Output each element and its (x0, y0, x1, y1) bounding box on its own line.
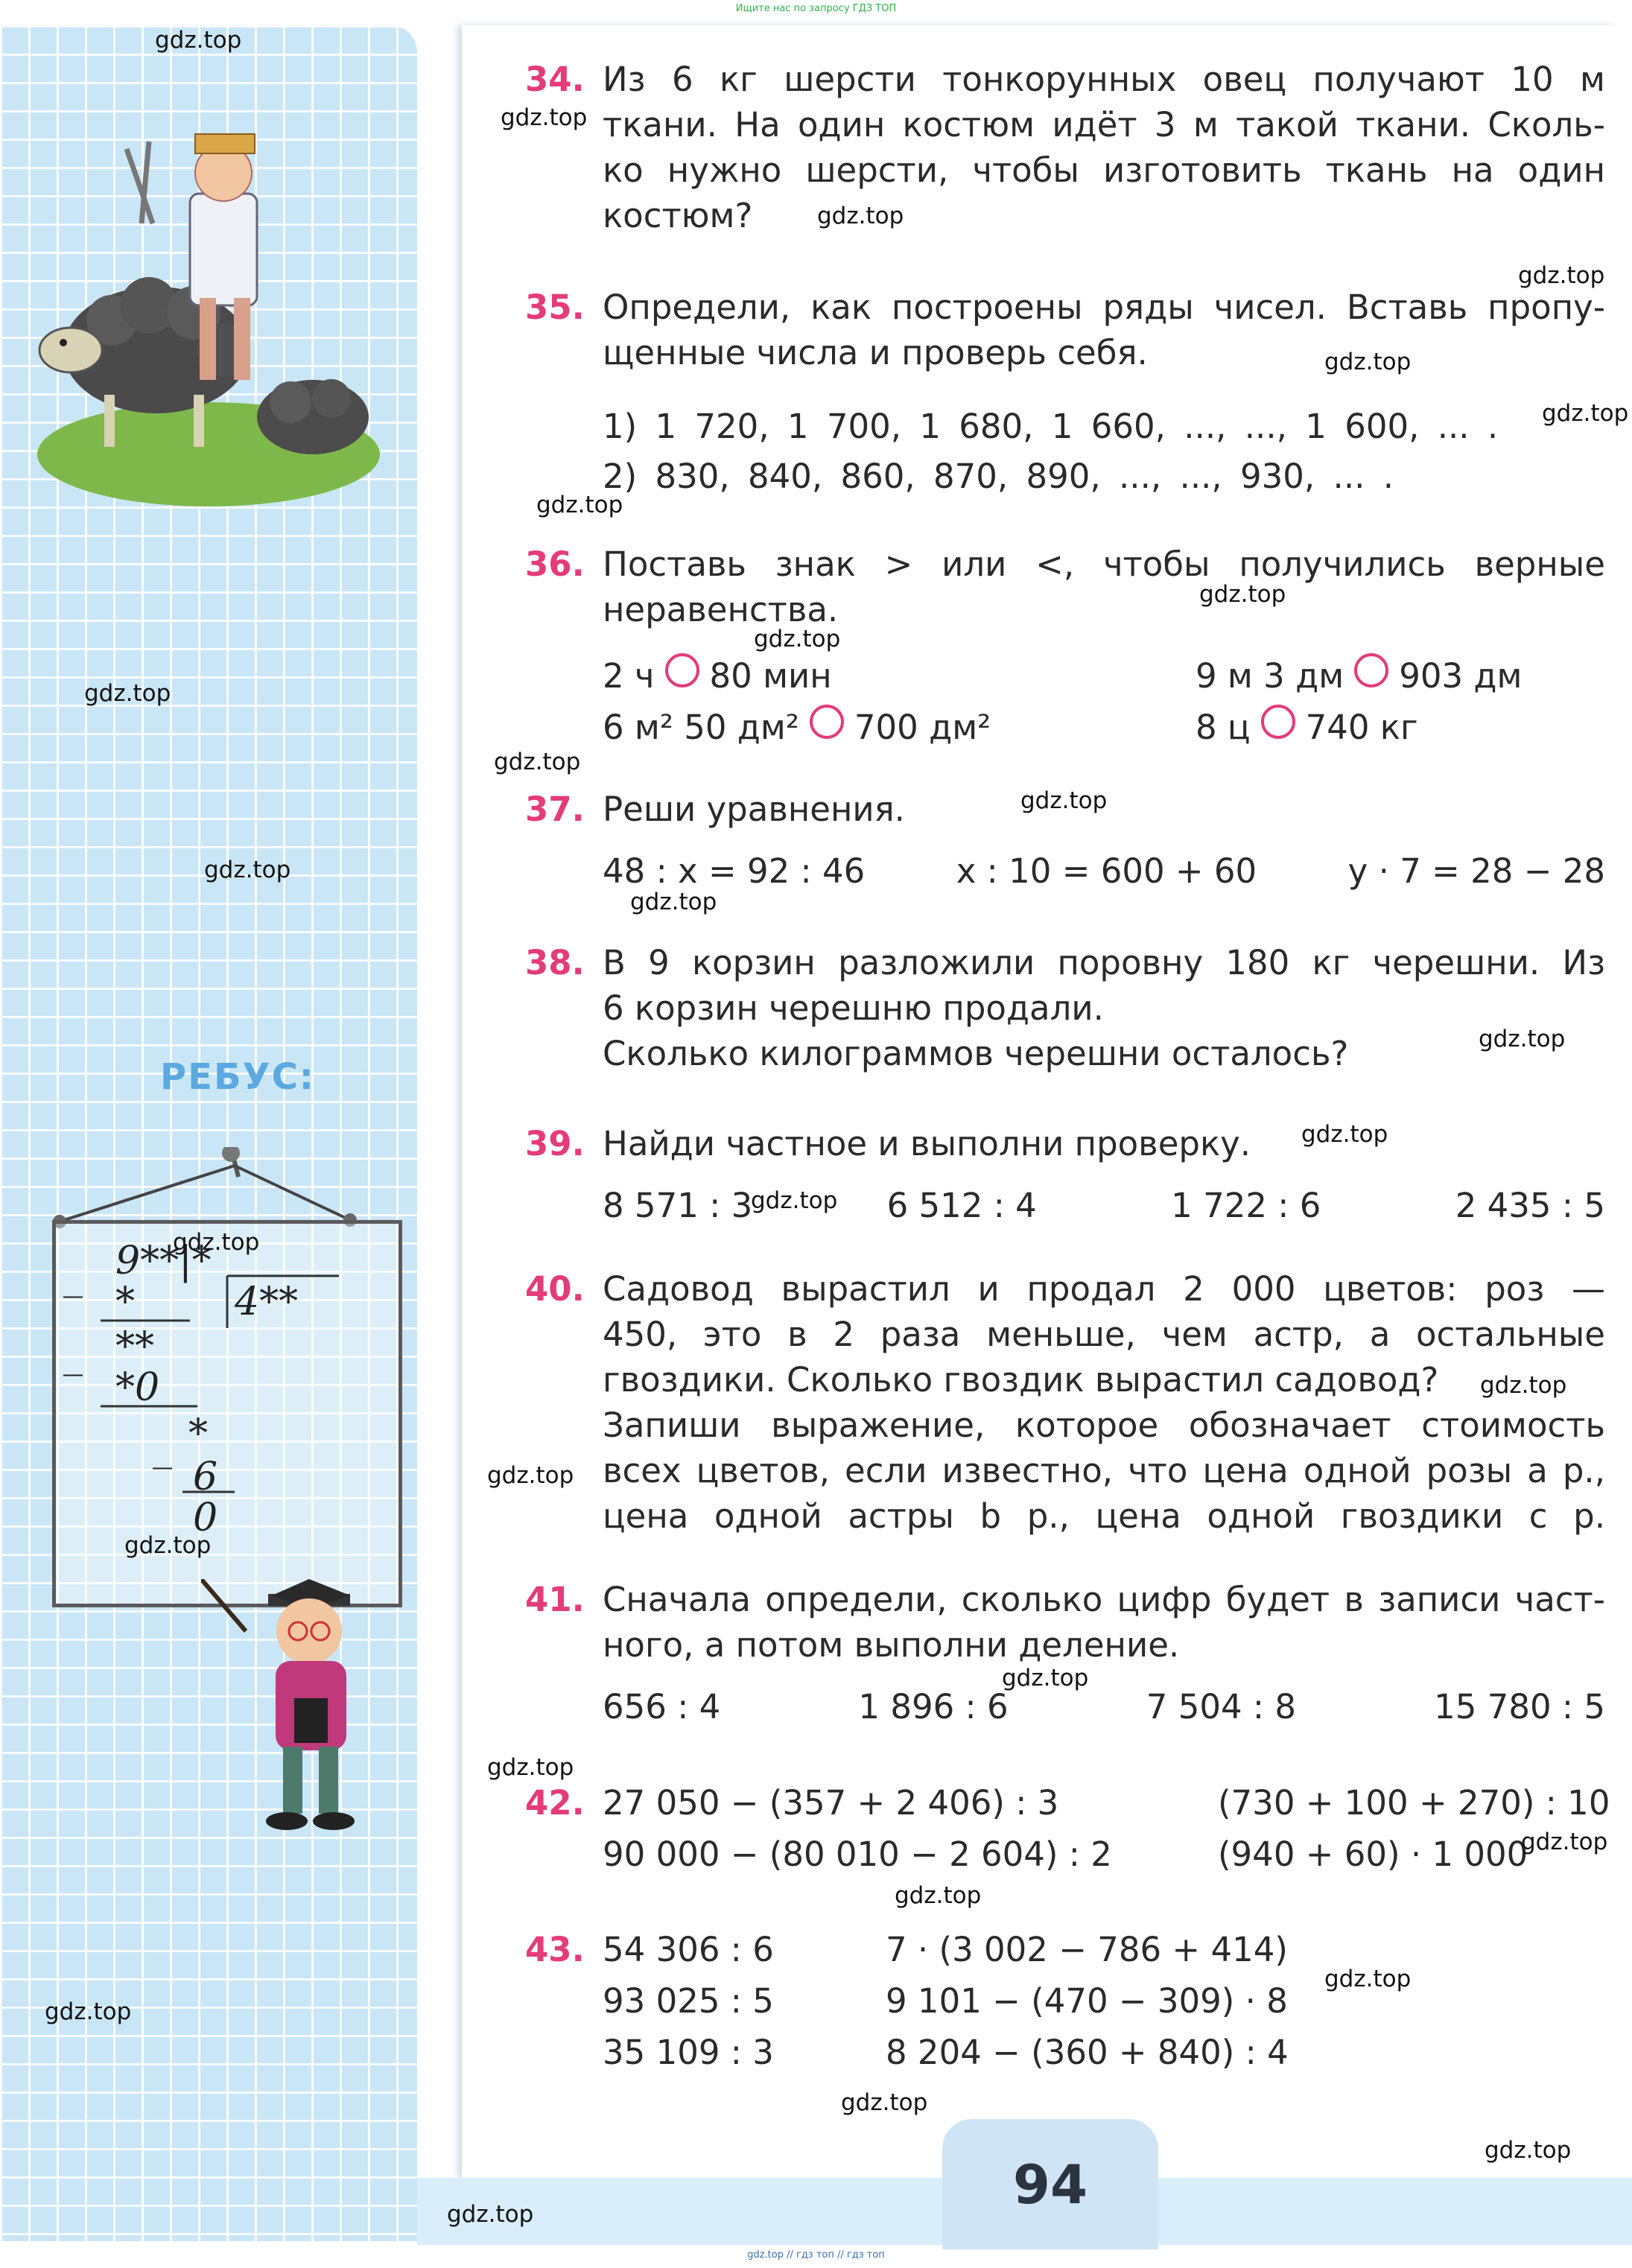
watermark: gdz.top (1542, 400, 1629, 427)
exercise-number: 38. (525, 943, 585, 982)
professor-illustration (201, 1579, 410, 1847)
expression: (730 + 100 + 270) : 10 (1218, 1783, 1610, 1823)
text-line: В 9 корзин разложили поровну 180 кг черешни. Из (603, 943, 1605, 982)
rebus-minus-2: _ (63, 1332, 83, 1376)
exercise-number: 39. (525, 1124, 585, 1163)
sign-slot[interactable] (1261, 705, 1295, 739)
text-line: Запиши выражение, которое обозначает стоимость (603, 1405, 1605, 1445)
text-line: ного, а потом выполни деление. (603, 1625, 1180, 1665)
exercise-number: 43. (525, 1930, 585, 1969)
exercise-number: 36. (525, 544, 585, 584)
rebus-dividend: 9**|* (115, 1239, 212, 1283)
expression: 27 050 − (357 + 2 406) : 3 (603, 1783, 1059, 1823)
text-line: цена одной астры b р., цена одной гвоздики c р. (603, 1496, 1605, 1536)
watermark: gdz.top (895, 1882, 982, 1909)
watermark: gdz.top (84, 680, 171, 707)
rebus-lines (56, 1224, 399, 1604)
expression: 35 109 : 3 (603, 2033, 774, 2072)
division-item: 15 780 : 5 (1434, 1687, 1605, 1727)
board-hanger (52, 1147, 395, 1229)
division-item: 6 512 : 4 (886, 1186, 1037, 1225)
compare-a-right: 80 мин (709, 656, 832, 696)
rebus-row-4: *0 (115, 1365, 160, 1410)
sign-slot[interactable] (1354, 653, 1388, 687)
rebus-row-3: ** (115, 1324, 154, 1369)
watermark: gdz.top (536, 492, 623, 518)
division-item: 1 722 : 6 (1171, 1186, 1321, 1225)
watermark: gdz.top (1020, 787, 1108, 814)
text-line: ко нужно шерсти, чтобы изготовить ткань на один (603, 150, 1605, 190)
sign-slot[interactable] (810, 705, 844, 739)
watermark: gdz.top (45, 1998, 132, 2025)
rebus-row-6: 6 (193, 1455, 218, 1499)
watermark: gdz.top (751, 1187, 838, 1214)
watermark: gdz.top (817, 203, 904, 229)
division-item: 2 435 : 5 (1455, 1186, 1605, 1225)
text-line: Садовод вырастил и продал 2 000 цветов: роз — (603, 1269, 1605, 1309)
watermark: gdz.top (1301, 1121, 1388, 1148)
equation-1: 48 : x = 92 : 46 (603, 851, 866, 891)
rebus-title: РЕБУС: (160, 1056, 315, 1098)
number-row-1: 1) 1 720, 1 700, 1 680, 1 660, ..., ..., 1 600, ... . (603, 407, 1499, 446)
watermark: gdz.top (124, 1532, 212, 1559)
text-line: Из 6 кг шерсти тонкорунных овец получают 10 м (603, 60, 1605, 99)
watermark: gdz.top (1324, 1966, 1412, 1992)
expression: 90 000 − (80 010 − 2 604) : 2 (603, 1835, 1112, 1874)
division-item: 656 : 4 (603, 1687, 721, 1727)
watermark: gdz.top (1199, 581, 1286, 608)
watermark: gdz.top (1480, 1372, 1567, 1399)
expression: (940 + 60) · 1 000 (1218, 1835, 1528, 1874)
watermark: gdz.top (841, 2089, 928, 2116)
compare-c-left: 6 м² 50 дм² (603, 708, 799, 747)
exercise-number: 34. (525, 60, 585, 99)
text-line: Поставь знак > или <, чтобы получились верные (603, 544, 1605, 584)
text-line: неравенства. (603, 590, 839, 629)
page-number-tab (942, 2119, 1158, 2249)
exercise-number: 40. (525, 1269, 585, 1309)
rebus-divisor: 4** (235, 1280, 299, 1324)
text-line: Определи, как построены ряды чисел. Вставь пропу- (603, 288, 1605, 327)
compare-c-right: 700 дм² (854, 708, 991, 747)
watermark: gdz.top (204, 857, 291, 883)
division-item: 8 571 : 3 (603, 1186, 753, 1225)
number-row-2: 2) 830, 840, 860, 870, 890, ..., ..., 930, ... . (603, 457, 1394, 496)
rebus-row-7: 0 (193, 1496, 218, 1540)
text-line: Сначала определи, сколько цифр будет в записи част- (603, 1580, 1605, 1619)
header-note: Ищите нас по запросу ГДЗ ТОП (735, 3, 897, 14)
text-line: 6 корзин черешню продали. (603, 988, 1104, 1028)
watermark: gdz.top (494, 749, 581, 775)
task-title: Найди частное и выполни проверку. (603, 1124, 1251, 1163)
expression: 9 101 − (470 − 309) · 8 (886, 1981, 1288, 2021)
watermark: gdz.top (487, 1462, 574, 1489)
compare-a-left: 2 ч (603, 656, 655, 696)
watermark: gdz.top (1518, 262, 1605, 289)
watermark: gdz.top (1485, 2137, 1572, 2164)
rebus-minus-3: _ (153, 1425, 172, 1470)
footer-note: gdz.top // гдз топ // гдз топ (747, 2249, 885, 2261)
text-line: гвоздики. Сколько гвоздик вырастил садовод? (603, 1360, 1439, 1400)
watermark: gdz.top (1324, 349, 1412, 375)
division-item: 1 896 : 6 (858, 1687, 1009, 1727)
equation-3: y · 7 = 28 − 28 (1347, 851, 1605, 891)
sign-slot[interactable] (665, 653, 699, 687)
rebus-minus-1: _ (63, 1254, 83, 1298)
watermark: gdz.top (487, 1754, 574, 1781)
sheep-shearer-illustration (22, 127, 380, 514)
watermark: gdz.top (1002, 1665, 1089, 1692)
compare-d-right: 740 кг (1305, 708, 1418, 747)
exercise-number: 37. (525, 790, 585, 829)
compare-d-left: 8 ц (1196, 708, 1251, 747)
expression: 93 025 : 5 (603, 1981, 774, 2021)
exercise-number: 35. (525, 288, 585, 327)
watermark: gdz.top (155, 27, 242, 54)
text-line: 450, это в 2 раза меньше, чем астр, а остальные (603, 1315, 1605, 1354)
division-item: 7 504 : 8 (1146, 1687, 1297, 1727)
rebus-row-2: * (115, 1280, 135, 1324)
watermark: gdz.top (173, 1229, 260, 1256)
exercise-number: 42. (525, 1783, 585, 1823)
watermark: gdz.top (1479, 1026, 1566, 1052)
text-line: Сколько килограммов черешни осталось? (603, 1034, 1349, 1073)
compare-b-right: 903 дм (1399, 656, 1523, 696)
watermark: gdz.top (501, 104, 588, 131)
text-line: всех цветов, если известно, что цена одной розы a р., (603, 1451, 1605, 1490)
compare-b-left: 9 м 3 дм (1196, 656, 1344, 696)
text-line: костюм? (603, 196, 753, 235)
watermark: gdz.top (630, 889, 717, 915)
watermark: gdz.top (1521, 1829, 1608, 1855)
watermark: gdz.top (754, 626, 841, 652)
rebus-board (52, 1220, 402, 1607)
task-title: Реши уравнения. (603, 790, 905, 829)
expression: 54 306 : 6 (603, 1930, 774, 1969)
text-line: щенные числа и проверь себя. (603, 333, 1148, 372)
equation-2: x : 10 = 600 + 60 (956, 851, 1257, 891)
text-line: ткани. На один костюм идёт 3 м такой ткани. Сколь- (603, 105, 1605, 144)
page-number: 94 (1012, 2153, 1088, 2216)
watermark: gdz.top (447, 2201, 534, 2228)
exercise-number: 41. (525, 1580, 585, 1619)
rebus-row-5: * (188, 1411, 208, 1456)
expression: 7 · (3 002 − 786 + 414) (886, 1930, 1288, 1969)
expression: 8 204 − (360 + 840) : 4 (886, 2033, 1289, 2072)
